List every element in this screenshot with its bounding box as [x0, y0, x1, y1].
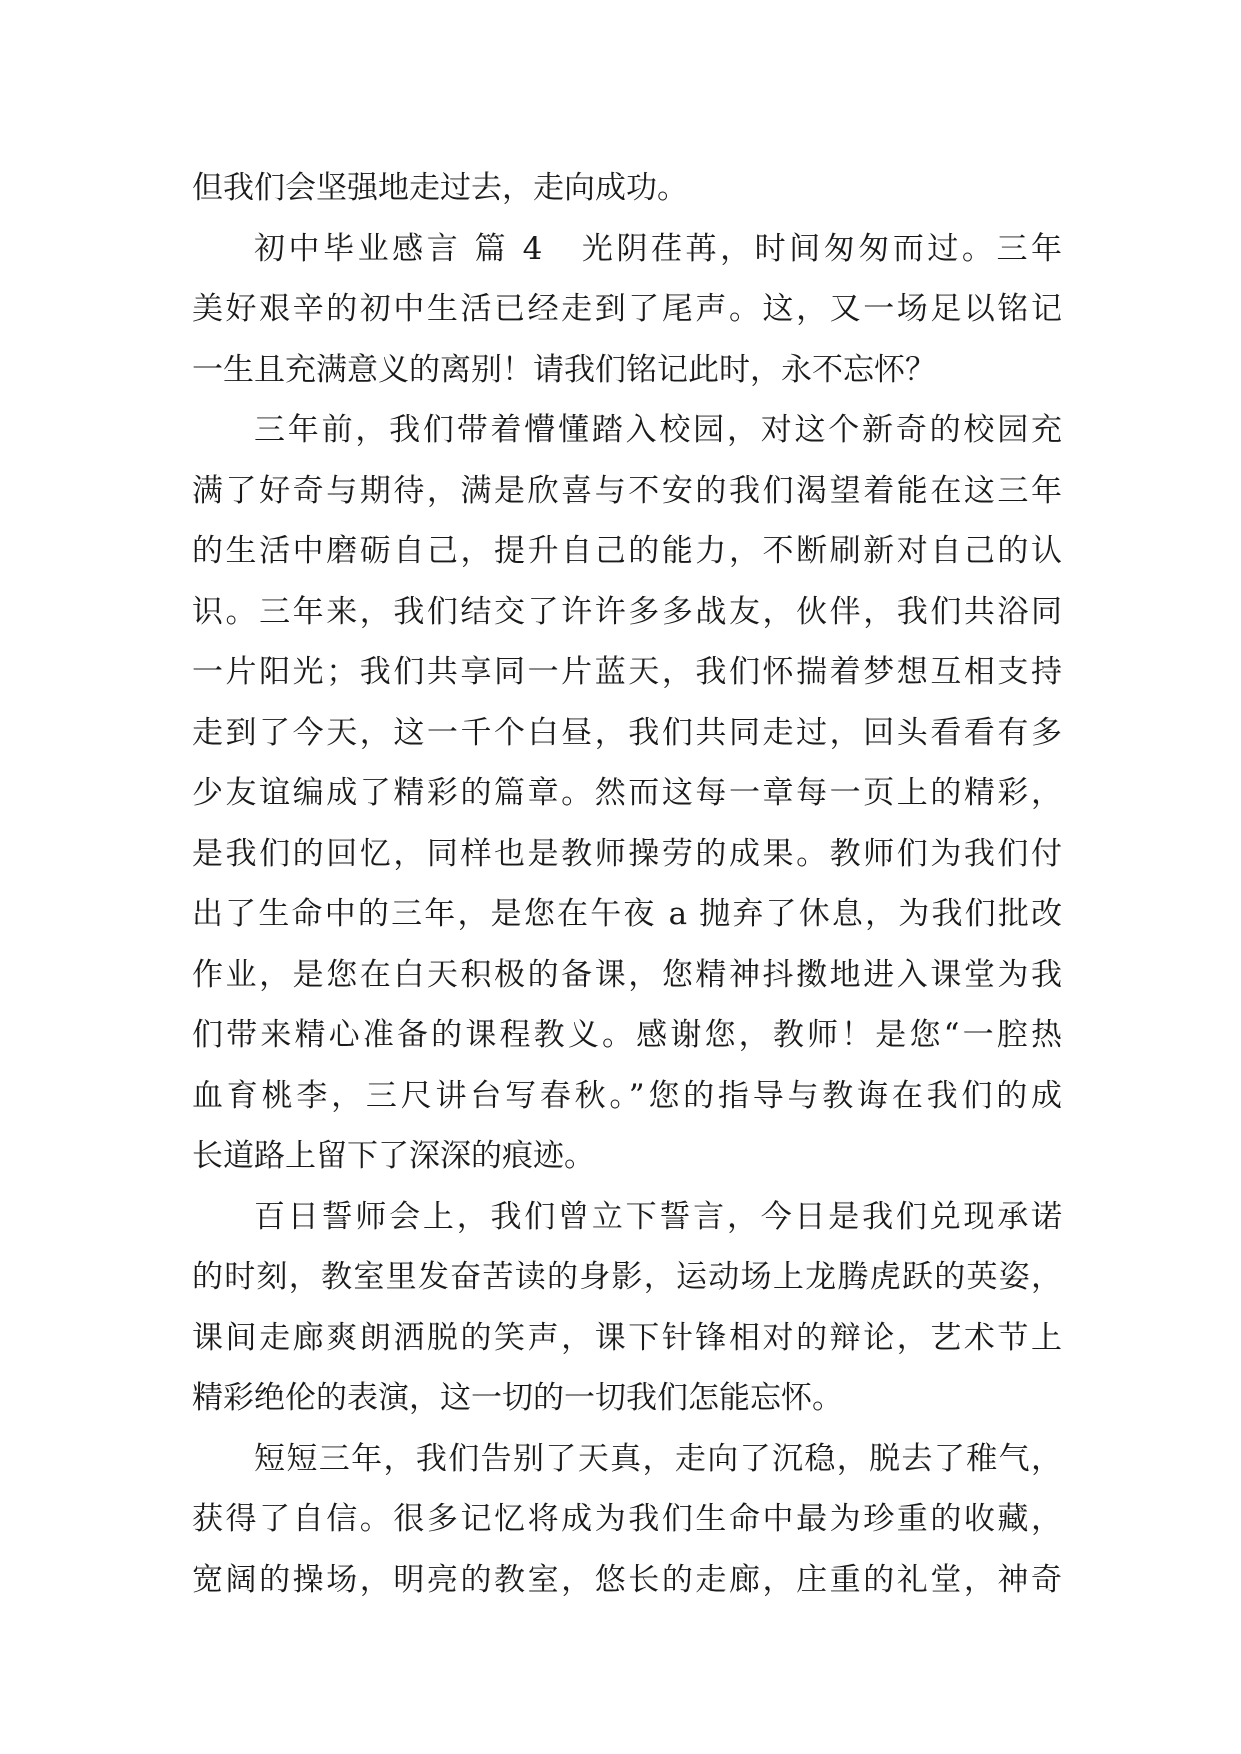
text-line: 出了生命中的三年，是您在午夜 a 抛弃了休息，为我们批改 — [192, 896, 1062, 932]
text-line: 课间走廊爽朗洒脱的笑声，课下针锋相对的辩论，艺术节上 — [192, 1319, 1062, 1356]
text-line: 少友谊编成了精彩的篇章。然而这每一章每一页上的精彩， — [192, 775, 1062, 811]
text-line: 满了好奇与期待，满是欣喜与不安的我们渴望着能在这三年 — [192, 472, 1062, 509]
text-line: 但我们会坚强地走过去，走向成功。 — [192, 170, 688, 206]
text-line: 们带来精心准备的课程教义。感谢您，教师！是您“一腔热 — [192, 1017, 1062, 1053]
text-line: 的时刻，教室里发奋苦读的身影，运动场上龙腾虎跃的英姿， — [192, 1259, 1062, 1295]
text-line: 的生活中磨砺自己，提升自己的能力，不断刷新对自己的认 — [192, 533, 1062, 569]
text-line: 宽阔的操场，明亮的教室，悠长的走廊，庄重的礼堂，神奇 — [192, 1561, 1062, 1598]
text-line: 三年前，我们带着懵懂踏入校园，对这个新奇的校园充 — [254, 412, 1062, 448]
text-line: 获得了自信。很多记忆将成为我们生命中最为珍重的收藏， — [192, 1501, 1062, 1537]
text-line: 精彩绝伦的表演，这一切的一切我们怎能忘怀。 — [192, 1380, 843, 1416]
text-line: 百日誓师会上，我们曾立下誓言，今日是我们兑现承诺 — [254, 1198, 1062, 1235]
text-line: 一片阳光；我们共享同一片蓝天，我们怀揣着梦想互相支持 — [192, 654, 1062, 690]
text-line: 美好艰辛的初中生活已经走到了尾声。这，又一场足以铭记 — [192, 291, 1062, 327]
text-fragment: 光阴荏苒，时间匆匆而过。三年 — [578, 230, 1062, 267]
text-line: 识。三年来，我们结交了许许多多战友，伙伴，我们共浴同 — [192, 593, 1062, 630]
text-line — [192, 219, 1062, 280]
text-line: 作业，是您在白天积极的备课，您精神抖擞地进入课堂为我 — [192, 956, 1062, 993]
document-body — [192, 158, 1062, 1610]
text-line: 一生且充满意义的离别！请我们铭记此时，永不忘怀？ — [192, 351, 936, 388]
text-line: 长道路上留下了深深的痕迹。 — [192, 1138, 595, 1174]
text-line: 血育桃李，三尺讲台写春秋。”您的指导与教诲在我们的成 — [192, 1077, 1062, 1114]
text-line: 是我们的回忆，同样也是教师操劳的成果。教师们为我们付 — [192, 835, 1062, 872]
text-line: 短短三年，我们告别了天真，走向了沉稳，脱去了稚气， — [254, 1440, 1062, 1477]
section-heading: 初中毕业感言 篇 4 — [254, 230, 543, 267]
text-line: 走到了今天，这一千个白昼，我们共同走过，回头看看有多 — [192, 714, 1062, 751]
